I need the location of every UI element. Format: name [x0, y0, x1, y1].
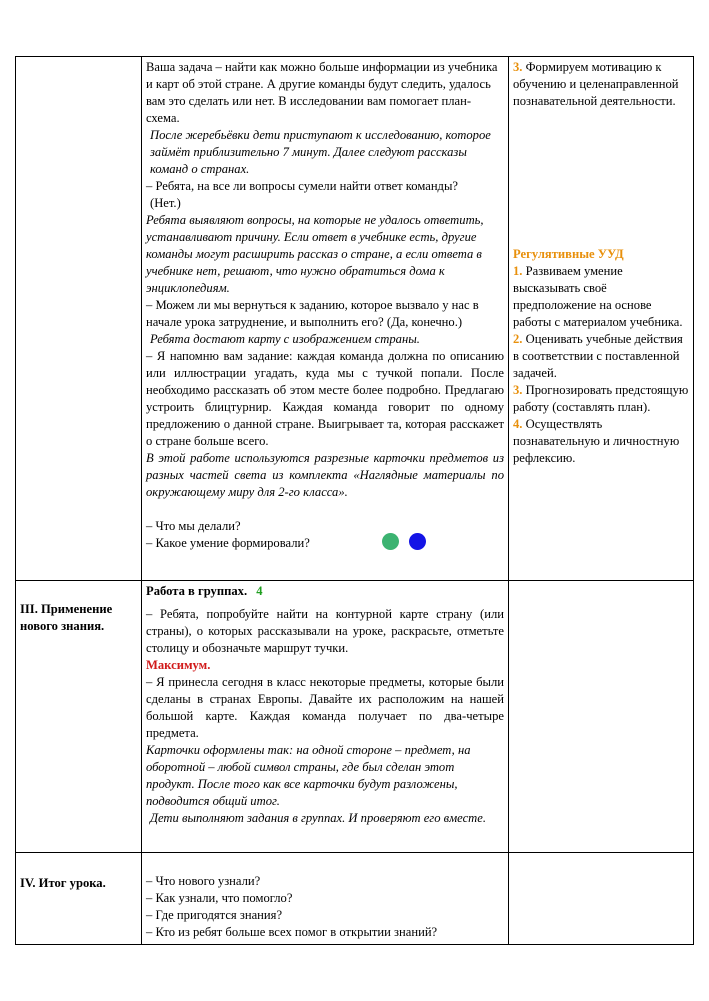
- note-paragraph: Дети выполняют задания в группах. И проверяют его вместе.: [150, 811, 487, 825]
- question-text: – Какое умение формировали?: [146, 536, 310, 550]
- stage-title: III. Применение нового знания.: [20, 602, 113, 633]
- note-paragraph: В этой работе используются разрезные карточки предметов из разных частей света из комплекта «Наглядные материалы по окружающему миру для 2-го класса».: [146, 451, 504, 499]
- note-paragraph: Ребята выявляют вопросы, на которые не удалось ответить, устанавливают причину. Если ответ в учебнике есть, другие команды могут расширить рассказ о стране, а если ответа в учебнике нет, решают, что нужно обратиться дома к энциклопедиям.: [146, 213, 484, 295]
- question-line: – Кто из ребят больше всех помог в открытии знаний?: [146, 925, 438, 939]
- stage-cell: [16, 853, 142, 945]
- maximum-label: Максимум.: [146, 658, 211, 672]
- item-number: 3.: [513, 383, 523, 397]
- content-cell: [142, 57, 509, 581]
- uud-item: [513, 416, 689, 467]
- item-number: 2.: [513, 332, 523, 346]
- stage-title: IV. Итог урока.: [20, 876, 106, 890]
- question-line: – Где пригодятся знания?: [146, 908, 283, 922]
- table-row: [16, 853, 694, 945]
- uud-cell: [509, 57, 694, 581]
- uud-cell: [509, 581, 694, 853]
- question-paragraph: – Ребята, на все ли вопросы сумели найти ответ команды?: [146, 179, 459, 193]
- lesson-plan-table: [15, 56, 694, 945]
- table-row: [16, 581, 694, 853]
- item-number: 4.: [513, 417, 523, 431]
- green-circle-icon: [382, 533, 399, 550]
- item-number: 3.: [513, 60, 523, 74]
- item-text: Развиваем умение высказывать своё предположение на основе работы с материалом учебника.: [513, 264, 683, 329]
- table-row: [16, 57, 694, 581]
- task-paragraph: – Я принесла сегодня в класс некоторые предметы, которые были сделаны в странах Европы. Давайте их расположим на нашей большой карте. Каждая команда получает по два-четыре предмета.: [146, 675, 504, 740]
- item-text: Оценивать учебные действия в соответствии с поставленной задачей.: [513, 332, 683, 380]
- question-line: – Как узнали, что помогло?: [146, 891, 293, 905]
- content-cell: [142, 581, 509, 853]
- group-work-heading: [146, 583, 504, 600]
- question-line: – Что нового узнали?: [146, 874, 261, 888]
- uud-item: [513, 331, 689, 382]
- question-line: – Что мы делали?: [146, 519, 241, 533]
- regulative-uud-title: Регулятивные УУД: [513, 247, 624, 261]
- uud-item: [513, 263, 689, 331]
- item-text: Осуществлять познавательную и личностную рефлексию.: [513, 417, 680, 465]
- uud-item: [513, 59, 689, 110]
- item-text: Формируем мотивацию к обучению и целенаправленной познавательной деятельности.: [513, 60, 679, 108]
- task-paragraph: – Я напомню вам задание: каждая команда должна по описанию или иллюстрации угадать, куда мы с тучкой попали. После необходимо рассказать об этом месте более подробно. Предлагаю устроить блицтурнир. Каждая команда говорит по одному предложению о данной стране. Выигрывает та, которая расскажет о стране больше всего.: [146, 349, 504, 448]
- item-number: 1.: [513, 264, 523, 278]
- uud-cell: [509, 853, 694, 945]
- group-work-number: 4: [256, 584, 263, 598]
- stage-cell: [16, 57, 142, 581]
- answer-paragraph: (Нет.): [150, 196, 181, 210]
- question-paragraph: – Можем ли мы вернуться к заданию, которое вызвало у нас в начале урока затруднение, и выполнить его? (Да, конечно.): [146, 298, 479, 329]
- blue-circle-icon: [409, 533, 426, 550]
- content-cell: [142, 853, 509, 945]
- task-paragraph: Ваша задача – найти как можно больше информации из учебника и карт об этой стране. А другие команды будут следить, удалось вам это сделать или нет. В исследовании вам помогает план-схема.: [146, 60, 498, 125]
- note-paragraph: После жеребьёвки дети приступают к исследованию, которое займёт приблизительно 7 минут. Далее следуют рассказы команд о странах.: [150, 128, 491, 176]
- note-paragraph: Карточки оформлены так: на одной стороне – предмет, на оборотной – любой символ страны, где был сделан этот продукт. После того как все карточки будут разложены, подводится общий итог.: [146, 743, 471, 808]
- stage-cell: [16, 581, 142, 853]
- uud-item: [513, 382, 689, 416]
- group-work-label: Работа в группах.: [146, 584, 248, 598]
- task-paragraph: – Ребята, попробуйте найти на контурной карте страну (или страны), о которых рассказывали на уроке, раскрасьте, отметьте столицу и обозначьте маршрут тучки.: [146, 607, 504, 655]
- note-paragraph: Ребята достают карту с изображением страны.: [150, 332, 420, 346]
- question-line: [146, 535, 504, 552]
- item-text: Прогнозировать предстоящую работу (составлять план).: [513, 383, 689, 414]
